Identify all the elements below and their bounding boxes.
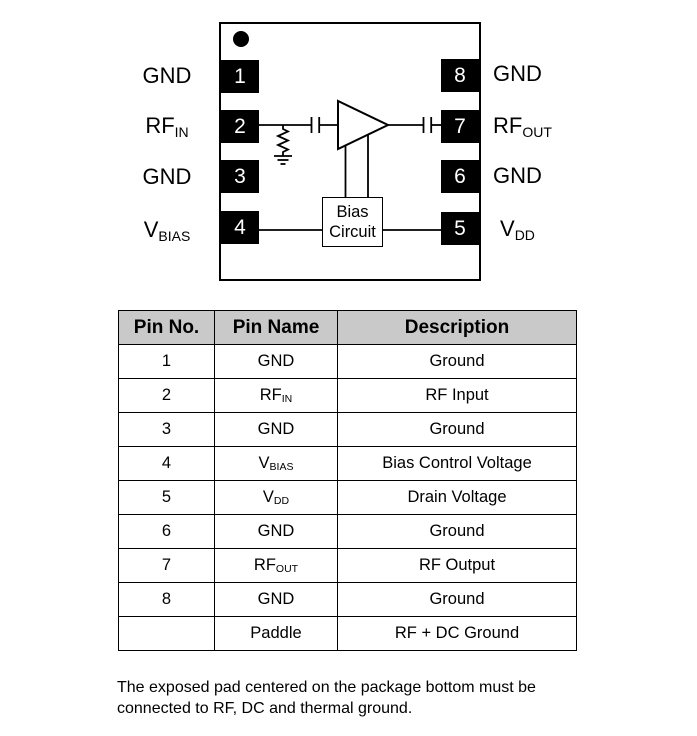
- cell-description: Ground: [338, 583, 577, 617]
- table-row: [119, 447, 577, 481]
- table-row: [119, 583, 577, 617]
- table-row: [119, 413, 577, 447]
- cell-description: RF Input: [338, 379, 577, 413]
- cell-pin-name: $RF_{OUT}$: [215, 549, 338, 583]
- pin-box-5: [441, 212, 479, 245]
- pin-box-3: [221, 160, 259, 193]
- pin-number: 2: [234, 114, 246, 138]
- pin-box-7: [441, 110, 479, 143]
- cell-pin-name: GND: [215, 515, 338, 549]
- cell-description: Ground: [338, 413, 577, 447]
- cell-description: RF Output: [338, 549, 577, 583]
- cell-pin-no: 2: [119, 379, 215, 413]
- cell-pin-name: GND: [215, 413, 338, 447]
- cell-description: Bias Control Voltage: [338, 447, 577, 481]
- footnote: [117, 677, 597, 719]
- pin-label-vdd: $V_{DD}$: [500, 216, 535, 243]
- amplifier-triangle: [338, 101, 388, 149]
- table-row: [119, 345, 577, 379]
- pin-label-gnd-3: GND: [142, 164, 192, 189]
- pin-label-vbias: $V_{BIAS}$: [143, 217, 191, 244]
- pin-number: 7: [454, 114, 466, 138]
- bias-circuit-label-line1: Bias: [336, 203, 369, 221]
- pin-label-rfin: $RF_{IN}$: [145, 113, 189, 140]
- bias-circuit-label-line2: Circuit: [329, 223, 376, 241]
- cell-description: Ground: [338, 345, 577, 379]
- cell-description: Ground: [338, 515, 577, 549]
- pin-box-6: [441, 160, 479, 193]
- pin-box-1: [221, 60, 259, 93]
- column-header-pin-name: Pin Name: [215, 311, 338, 345]
- cell-pin-name: $V_{DD}$: [215, 481, 338, 515]
- dc-block-capacitor-output: [424, 117, 432, 133]
- cell-pin-no: 6: [119, 515, 215, 549]
- pin-description-table: [118, 310, 577, 651]
- pin-label-gnd-6: GND: [493, 163, 542, 188]
- cell-pin-name: Paddle: [215, 617, 338, 651]
- pin-label-gnd-1: GND: [142, 63, 192, 88]
- bias-circuit-box: [322, 197, 383, 247]
- pin-label-rfout: $RF_{OUT}$: [493, 113, 552, 140]
- table-row: [119, 379, 577, 413]
- pin-box-8: [441, 59, 479, 92]
- cell-pin-no: 4: [119, 447, 215, 481]
- cell-pin-no: 7: [119, 549, 215, 583]
- pin-number: 5: [454, 216, 466, 240]
- schematic-lines: [0, 0, 697, 300]
- pin-number: 3: [234, 164, 246, 188]
- ground-symbol: [274, 156, 292, 164]
- cell-pin-name: GND: [215, 583, 338, 617]
- cell-pin-name: GND: [215, 345, 338, 379]
- cell-pin-no: 3: [119, 413, 215, 447]
- cell-pin-no: 8: [119, 583, 215, 617]
- table-row: [119, 481, 577, 515]
- pin-number: 4: [234, 215, 246, 239]
- table-row: [119, 617, 577, 651]
- shunt-resistor: [278, 125, 288, 156]
- pin-label-gnd-8: GND: [493, 61, 542, 86]
- pin-box-2: [221, 110, 259, 143]
- cell-pin-no: [119, 617, 215, 651]
- pin-box-4: [221, 211, 259, 244]
- dc-block-capacitor-input: [312, 117, 320, 133]
- column-header-pin-no: Pin No.: [119, 311, 215, 345]
- cell-description: Drain Voltage: [338, 481, 577, 515]
- column-header-description: Description: [338, 311, 577, 345]
- pin-number: 6: [454, 164, 466, 188]
- table-header-row: [119, 311, 577, 345]
- table-row: [119, 515, 577, 549]
- cell-description: RF + DC Ground: [338, 617, 577, 651]
- footnote-line1: The exposed pad centered on the package bottom must be: [117, 679, 536, 696]
- cell-pin-name: $RF_{IN}$: [215, 379, 338, 413]
- cell-pin-name: $V_{BIAS}$: [215, 447, 338, 481]
- cell-pin-no: 5: [119, 481, 215, 515]
- cell-pin-no: 1: [119, 345, 215, 379]
- pin-number: 8: [454, 63, 466, 87]
- pin-number: 1: [234, 64, 246, 88]
- table-row: [119, 549, 577, 583]
- footnote-line2: connected to RF, DC and thermal ground.: [117, 700, 413, 717]
